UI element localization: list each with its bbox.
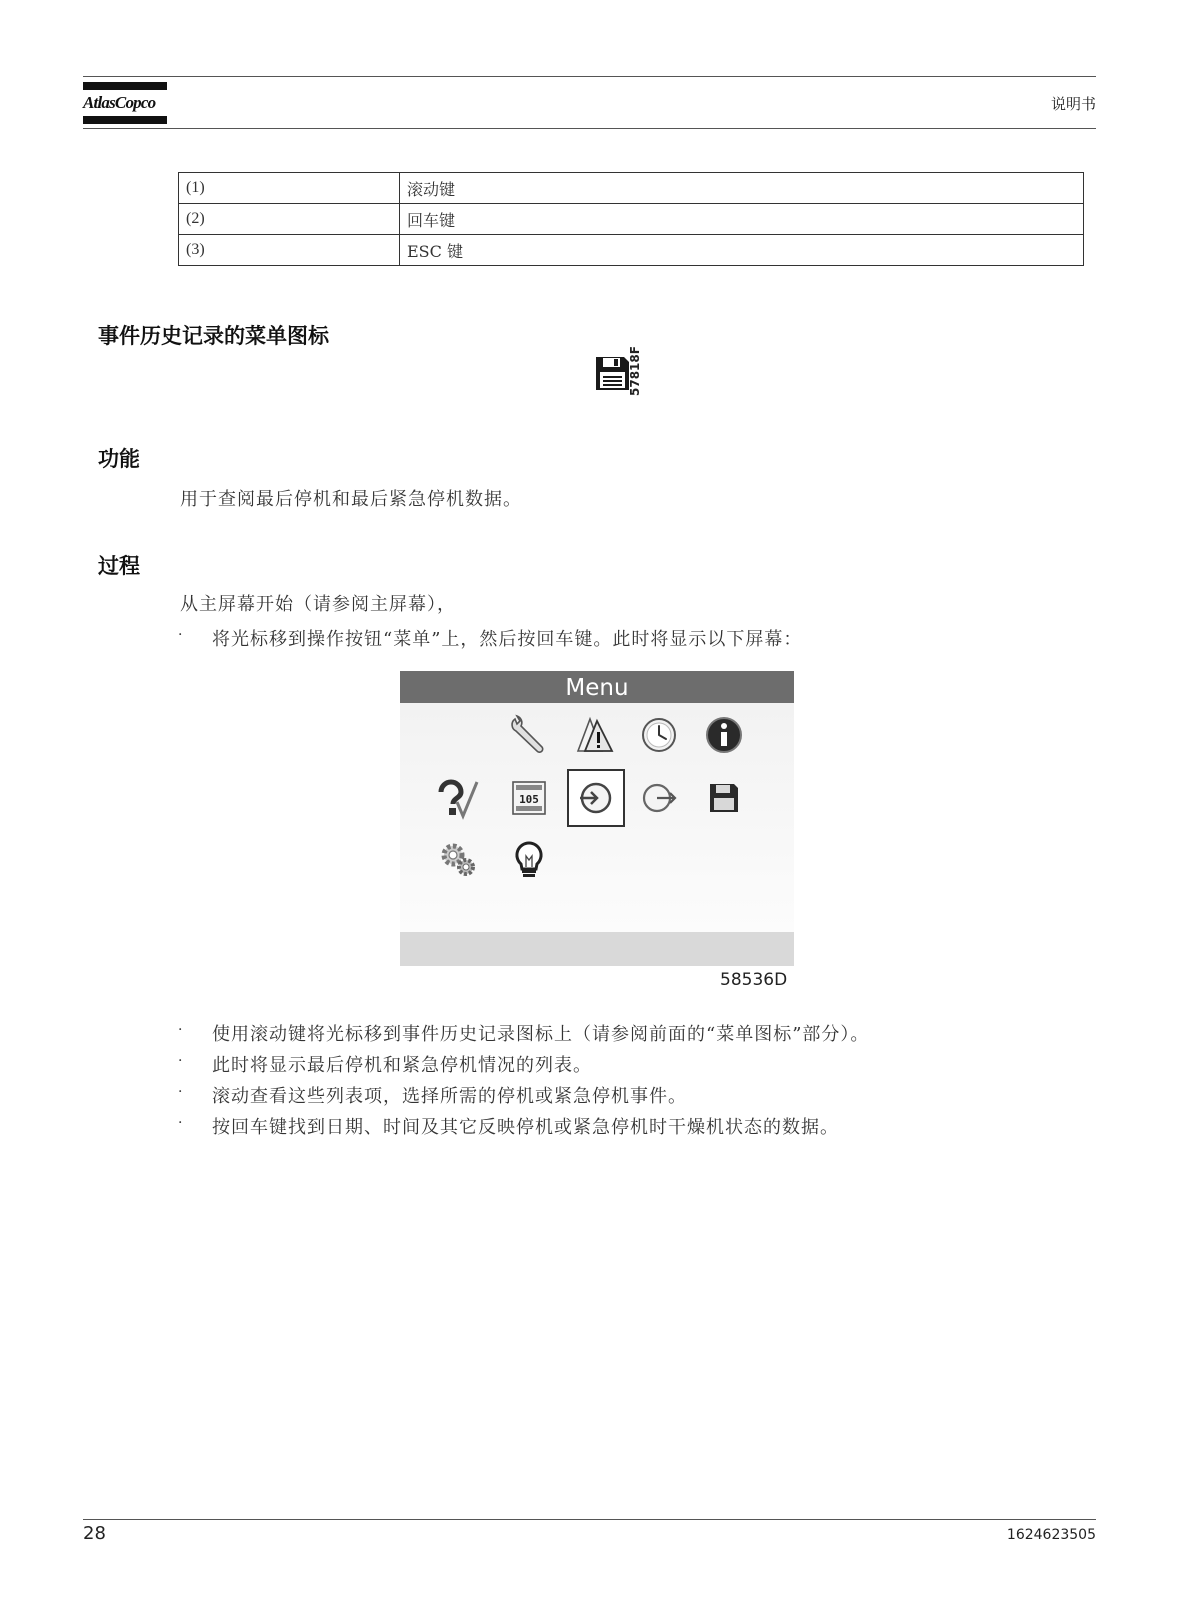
key-number: (1): [179, 173, 400, 204]
counter-value: 105: [519, 793, 539, 806]
bullet: ·: [178, 627, 183, 643]
logo-text: AtlasCopco: [83, 93, 156, 112]
procedure-step-3: 此时将显示最后停机和紧急停机情况的列表。: [212, 1055, 592, 1076]
document-number: 1624623505: [1006, 1527, 1096, 1543]
menu-screen: [400, 671, 794, 966]
settings-icon[interactable]: [437, 838, 481, 882]
menu-icon-grid: [400, 703, 794, 935]
footer-rule: [83, 1519, 1096, 1520]
table-row: [179, 173, 1084, 204]
bullet: ·: [178, 1115, 183, 1131]
atlas-copco-logo: [83, 82, 167, 124]
section-heading-menu-icon: 事件历史记录的菜单图标: [98, 324, 329, 348]
lightbulb-icon[interactable]: [507, 838, 551, 882]
inputs-icon[interactable]: [574, 776, 618, 820]
function-text: 用于查阅最后停机和最后紧急停机数据。: [180, 489, 522, 510]
info-icon[interactable]: [702, 713, 746, 757]
bullet: ·: [178, 1084, 183, 1100]
service-check-icon[interactable]: [437, 776, 481, 820]
procedure-step-2: 使用滚动键将光标移到事件历史记录图标上（请参阅前面的“菜单图标”部分）。: [212, 1024, 870, 1045]
header-title: 说明书: [1050, 95, 1096, 113]
procedure-step-1: 将光标移到操作按钮“菜单”上，然后按回车键。此时将显示以下屏幕：: [212, 629, 803, 650]
section-heading-function: 功能: [98, 447, 140, 471]
bullet: ·: [178, 1022, 183, 1038]
section-heading-procedure: 过程: [98, 554, 140, 578]
figure-code-57818f: 57818F: [628, 346, 642, 396]
save-icon[interactable]: [702, 776, 746, 820]
logo-bottom-bar: [83, 116, 167, 124]
table-row: [179, 204, 1084, 235]
key-number: (2): [179, 204, 400, 235]
table-row: [179, 235, 1084, 266]
header-bottom-rule: [83, 128, 1096, 129]
procedure-step-4: 滚动查看这些列表项，选择所需的停机或紧急停机事件。: [212, 1086, 687, 1107]
selected-inputs-icon-frame[interactable]: [567, 769, 625, 827]
menu-footer-bar: [400, 932, 794, 966]
key-number: (3): [179, 235, 400, 266]
menu-title-bar: Menu: [400, 671, 794, 703]
warning-icon[interactable]: [572, 713, 616, 757]
counter-icon[interactable]: [507, 776, 551, 820]
wrench-icon[interactable]: [507, 713, 551, 757]
procedure-step-5: 按回车键找到日期、时间及其它反映停机或紧急停机时干燥机状态的数据。: [212, 1117, 839, 1138]
logo-top-bar: [83, 82, 167, 90]
bullet: ·: [178, 1053, 183, 1069]
figure-code-58536d: 58536D: [720, 970, 788, 990]
clock-icon[interactable]: [637, 713, 681, 757]
floppy-disk-icon: [594, 355, 631, 392]
outputs-icon[interactable]: [637, 776, 681, 820]
page-number: 28: [83, 1523, 106, 1544]
procedure-intro: 从主屏幕开始（请参阅主屏幕），: [180, 594, 456, 615]
key-label: 回车键: [400, 204, 1084, 235]
key-label: 滚动键: [400, 173, 1084, 204]
key-table: [178, 172, 1084, 266]
key-label: ESC 键: [400, 235, 1084, 266]
header-top-rule: [83, 76, 1096, 77]
